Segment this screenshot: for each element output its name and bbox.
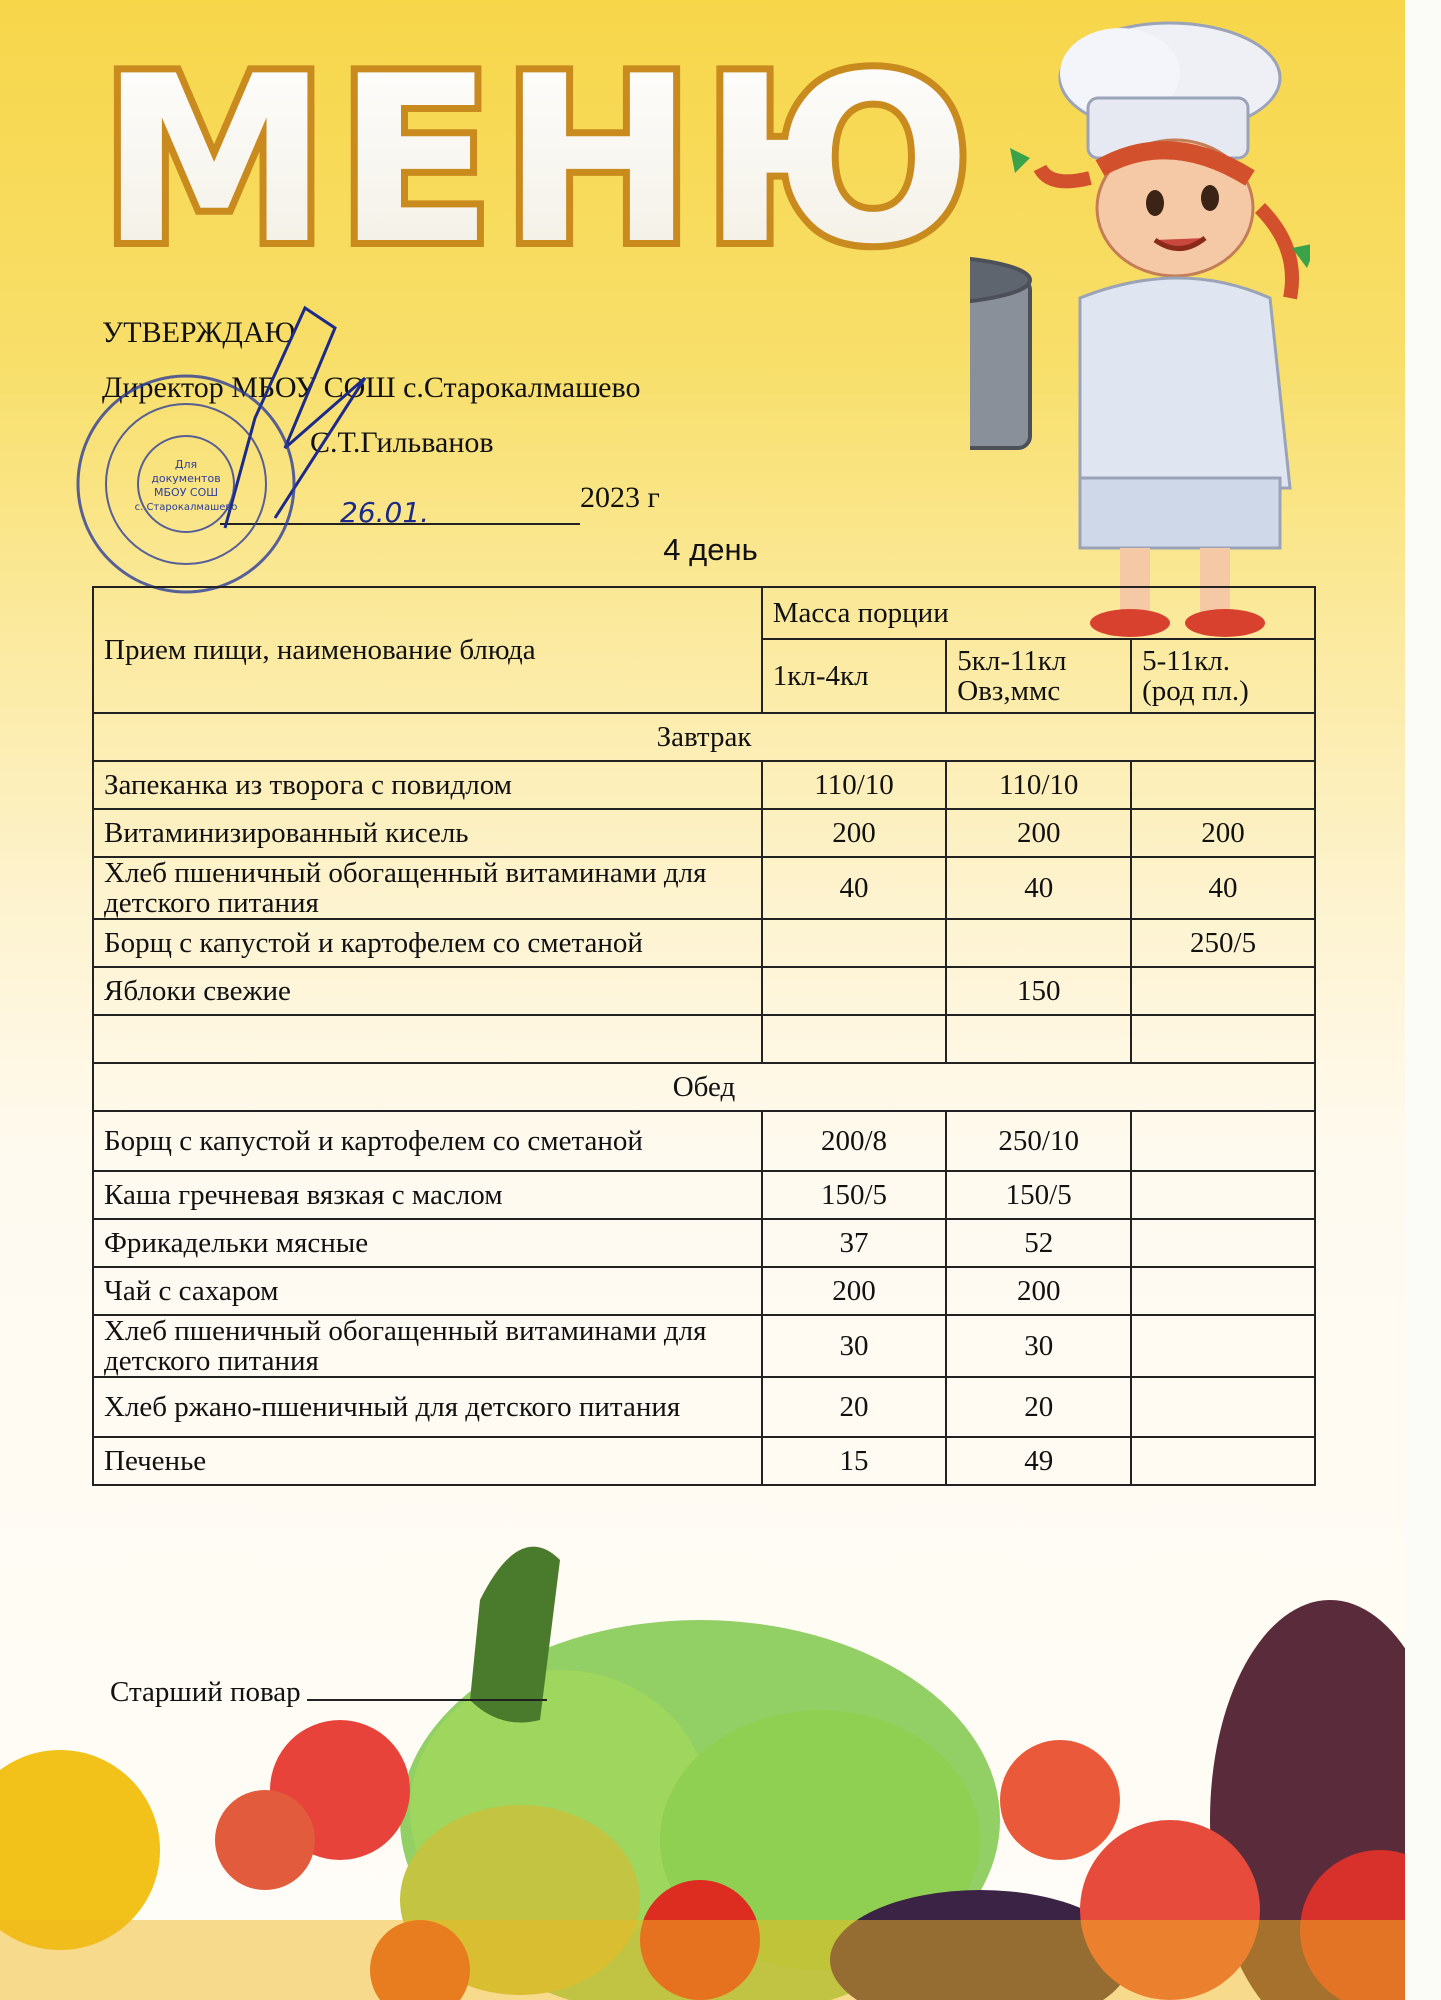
cook-signature-row — [110, 1675, 547, 1709]
mass-5-11-rod — [1131, 1377, 1315, 1437]
mass-1-4: 20 — [762, 1377, 947, 1437]
mass-5-11-rod — [1131, 1171, 1315, 1219]
mass-1-4: 15 — [762, 1437, 947, 1485]
mass-5-11-rod — [1131, 761, 1315, 809]
dish-name: Яблоки свежие — [93, 967, 762, 1015]
table-header-row-1 — [93, 587, 1315, 639]
mass-5-11: 200 — [946, 1267, 1131, 1315]
dish-name: Хлеб ржано-пшеничный для детского питания — [93, 1377, 762, 1437]
mass-1-4 — [762, 1015, 947, 1063]
mass-5-11-rod — [1131, 1111, 1315, 1171]
table-row — [93, 1015, 1315, 1063]
dish-name: Фрикадельки мясные — [93, 1219, 762, 1267]
table-row — [93, 1437, 1315, 1485]
dish-name: Чай с сахаром — [93, 1267, 762, 1315]
mass-5-11-rod — [1131, 1219, 1315, 1267]
mass-5-11: 30 — [946, 1315, 1131, 1377]
table-row — [93, 1219, 1315, 1267]
stamp-text-2: документов — [151, 472, 221, 485]
mass-5-11: 200 — [946, 809, 1131, 857]
mass-5-11: 150 — [946, 967, 1131, 1015]
stamp-text-1: Для — [174, 458, 198, 471]
mass-5-11-rod — [1131, 1315, 1315, 1377]
menu-table — [92, 586, 1316, 1486]
header-col-2: 5кл-11кл Овз,ммс — [946, 639, 1131, 713]
dish-name: Печенье — [93, 1437, 762, 1485]
mass-1-4: 200 — [762, 809, 947, 857]
mass-1-4: 37 — [762, 1219, 947, 1267]
header-col-1: 1кл-4кл — [762, 639, 947, 713]
mass-5-11-rod: 200 — [1131, 809, 1315, 857]
scan-edge — [1405, 0, 1441, 2000]
mass-1-4: 40 — [762, 857, 947, 919]
table-row — [93, 857, 1315, 919]
dish-name — [93, 1015, 762, 1063]
cook-label: Старший повар — [110, 1676, 301, 1708]
vegetables-illustration — [0, 1520, 1441, 2000]
dish-name: Борщ с капустой и картофелем со сметаной — [93, 1111, 762, 1171]
table-row — [93, 919, 1315, 967]
mass-5-11-rod — [1131, 967, 1315, 1015]
cook-sign-line — [307, 1675, 547, 1701]
mass-5-11: 20 — [946, 1377, 1131, 1437]
mass-1-4 — [762, 919, 947, 967]
dish-name: Хлеб пшеничный обогащенный витаминами для детского питания — [93, 1315, 762, 1377]
mass-1-4: 150/5 — [762, 1171, 947, 1219]
section-label: Завтрак — [93, 713, 1315, 761]
approval-heading: УТВЕРЖДАЮ — [102, 316, 296, 349]
mass-5-11: 150/5 — [946, 1171, 1131, 1219]
approval-position: Директор МБОУ СОШ с.Старокалмашево — [102, 371, 641, 404]
dish-name: Витаминизированный кисель — [93, 809, 762, 857]
table-row — [93, 1171, 1315, 1219]
table-row — [93, 967, 1315, 1015]
section-lunch — [93, 1063, 1315, 1111]
mass-5-11-rod — [1131, 1437, 1315, 1485]
dish-name: Хлеб пшеничный обогащенный витаминами для детского питания — [93, 857, 762, 919]
table-row — [93, 1267, 1315, 1315]
section-breakfast — [93, 713, 1315, 761]
day-label: 4 день — [663, 532, 758, 567]
mass-5-11-rod — [1131, 1015, 1315, 1063]
stamp-text-3: МБОУ СОШ — [154, 486, 218, 499]
dish-name: Запеканка из творога с повидлом — [93, 761, 762, 809]
mass-1-4: 200 — [762, 1267, 947, 1315]
mass-1-4 — [762, 967, 947, 1015]
mass-5-11: 110/10 — [946, 761, 1131, 809]
table-row — [93, 809, 1315, 857]
mass-1-4: 30 — [762, 1315, 947, 1377]
mass-5-11: 52 — [946, 1219, 1131, 1267]
menu-title — [40, 40, 1040, 280]
mass-5-11-rod — [1131, 1267, 1315, 1315]
mass-1-4: 110/10 — [762, 761, 947, 809]
mass-5-11: 49 — [946, 1437, 1131, 1485]
dish-name: Каша гречневая вязкая с маслом — [93, 1171, 762, 1219]
header-col-3: 5-11кл. (род пл.) — [1131, 639, 1315, 713]
mass-5-11-rod: 40 — [1131, 857, 1315, 919]
mass-5-11 — [946, 919, 1131, 967]
mass-5-11: 250/10 — [946, 1111, 1131, 1171]
handwritten-date: 26.01. — [340, 496, 430, 529]
section-label: Обед — [93, 1063, 1315, 1111]
dish-name: Борщ с капустой и картофелем со сметаной — [93, 919, 762, 967]
stamp-text-4: с. Старокалмашево — [134, 502, 238, 513]
approval-signer: С.Т.Гильванов — [310, 426, 494, 459]
menu-title-text: МЕНЮ — [99, 40, 981, 280]
header-dish: Прием пищи, наименование блюда — [93, 587, 762, 713]
table-row — [93, 1315, 1315, 1377]
mass-5-11 — [946, 1015, 1131, 1063]
mass-1-4: 200/8 — [762, 1111, 947, 1171]
mass-5-11-rod: 250/5 — [1131, 919, 1315, 967]
table-row — [93, 1111, 1315, 1171]
header-mass: Масса порции — [762, 587, 1315, 639]
table-row — [93, 1377, 1315, 1437]
approval-year: 2023 г — [580, 481, 660, 514]
mass-5-11: 40 — [946, 857, 1131, 919]
table-row — [93, 761, 1315, 809]
